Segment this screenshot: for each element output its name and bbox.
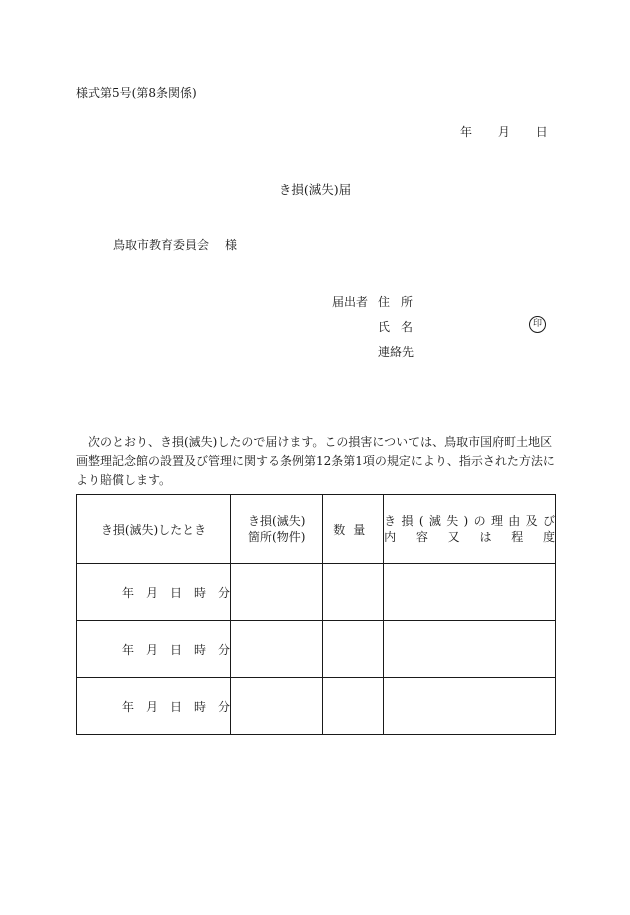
header-when: き損(滅失)したとき [77,495,231,564]
location-cell[interactable] [231,678,323,735]
unit-minute: 分 [218,642,231,657]
body-text: 次のとおり、き損(滅失)したので届けます。この損害については、鳥取市国府町土地区画整理記念館の設置及び管理に関する条例第12条第1項の規定により、指示された方法により賠償します。 [76,435,555,487]
name-label: 氏名 [378,320,425,334]
addressee-name: 鳥取市教育委員会 [113,238,210,252]
damage-table [76,494,556,735]
unit-year: 年 [121,642,134,657]
unit-hour: 時 [193,642,206,657]
addressee [113,236,237,253]
datetime-cell [77,621,231,678]
unit-month: 月 [145,585,158,600]
reason-cell[interactable] [384,621,556,678]
header-location-line2: 箇所(物件) [248,530,306,544]
header-quantity: 数量 [323,495,384,564]
quantity-cell[interactable] [323,621,384,678]
unit-month: 月 [145,699,158,714]
datetime-cell [77,564,231,621]
header-reason [384,495,556,564]
header-reason-line2: 内容又は程度 [384,530,555,544]
unit-minute: 分 [218,585,231,600]
unit-hour: 時 [193,699,206,714]
address-label: 住所 [378,295,425,309]
date-line [460,123,548,140]
notifier-label: 届出者 [332,295,369,309]
table-header-row [77,495,556,564]
unit-year: 年 [121,699,134,714]
day-label: 日 [535,125,548,139]
table-row [77,564,556,621]
table-row [77,678,556,735]
location-cell[interactable] [231,621,323,678]
reason-cell[interactable] [384,678,556,735]
quantity-cell[interactable] [323,564,384,621]
unit-month: 月 [145,642,158,657]
contact-label: 連絡先 [378,345,415,359]
unit-hour: 時 [193,585,206,600]
header-reason-line1: き損(滅失)の理由及び [384,514,555,528]
header-location [231,495,323,564]
unit-day: 日 [169,585,182,600]
reason-cell[interactable] [384,564,556,621]
datetime-cell [77,678,231,735]
seal-mark: 印 [529,316,546,333]
unit-year: 年 [121,585,134,600]
unit-day: 日 [169,699,182,714]
unit-day: 日 [169,642,182,657]
unit-minute: 分 [218,699,231,714]
addressee-honorific: 様 [225,238,238,252]
document-title: き損(滅失)届 [278,182,352,197]
table-row [77,621,556,678]
form-number: 様式第5号(第8条関係) [76,86,197,100]
quantity-cell[interactable] [323,678,384,735]
header-location-line1: き損(滅失) [248,514,306,528]
location-cell[interactable] [231,564,323,621]
year-label: 年 [460,125,473,139]
month-label: 月 [497,125,510,139]
